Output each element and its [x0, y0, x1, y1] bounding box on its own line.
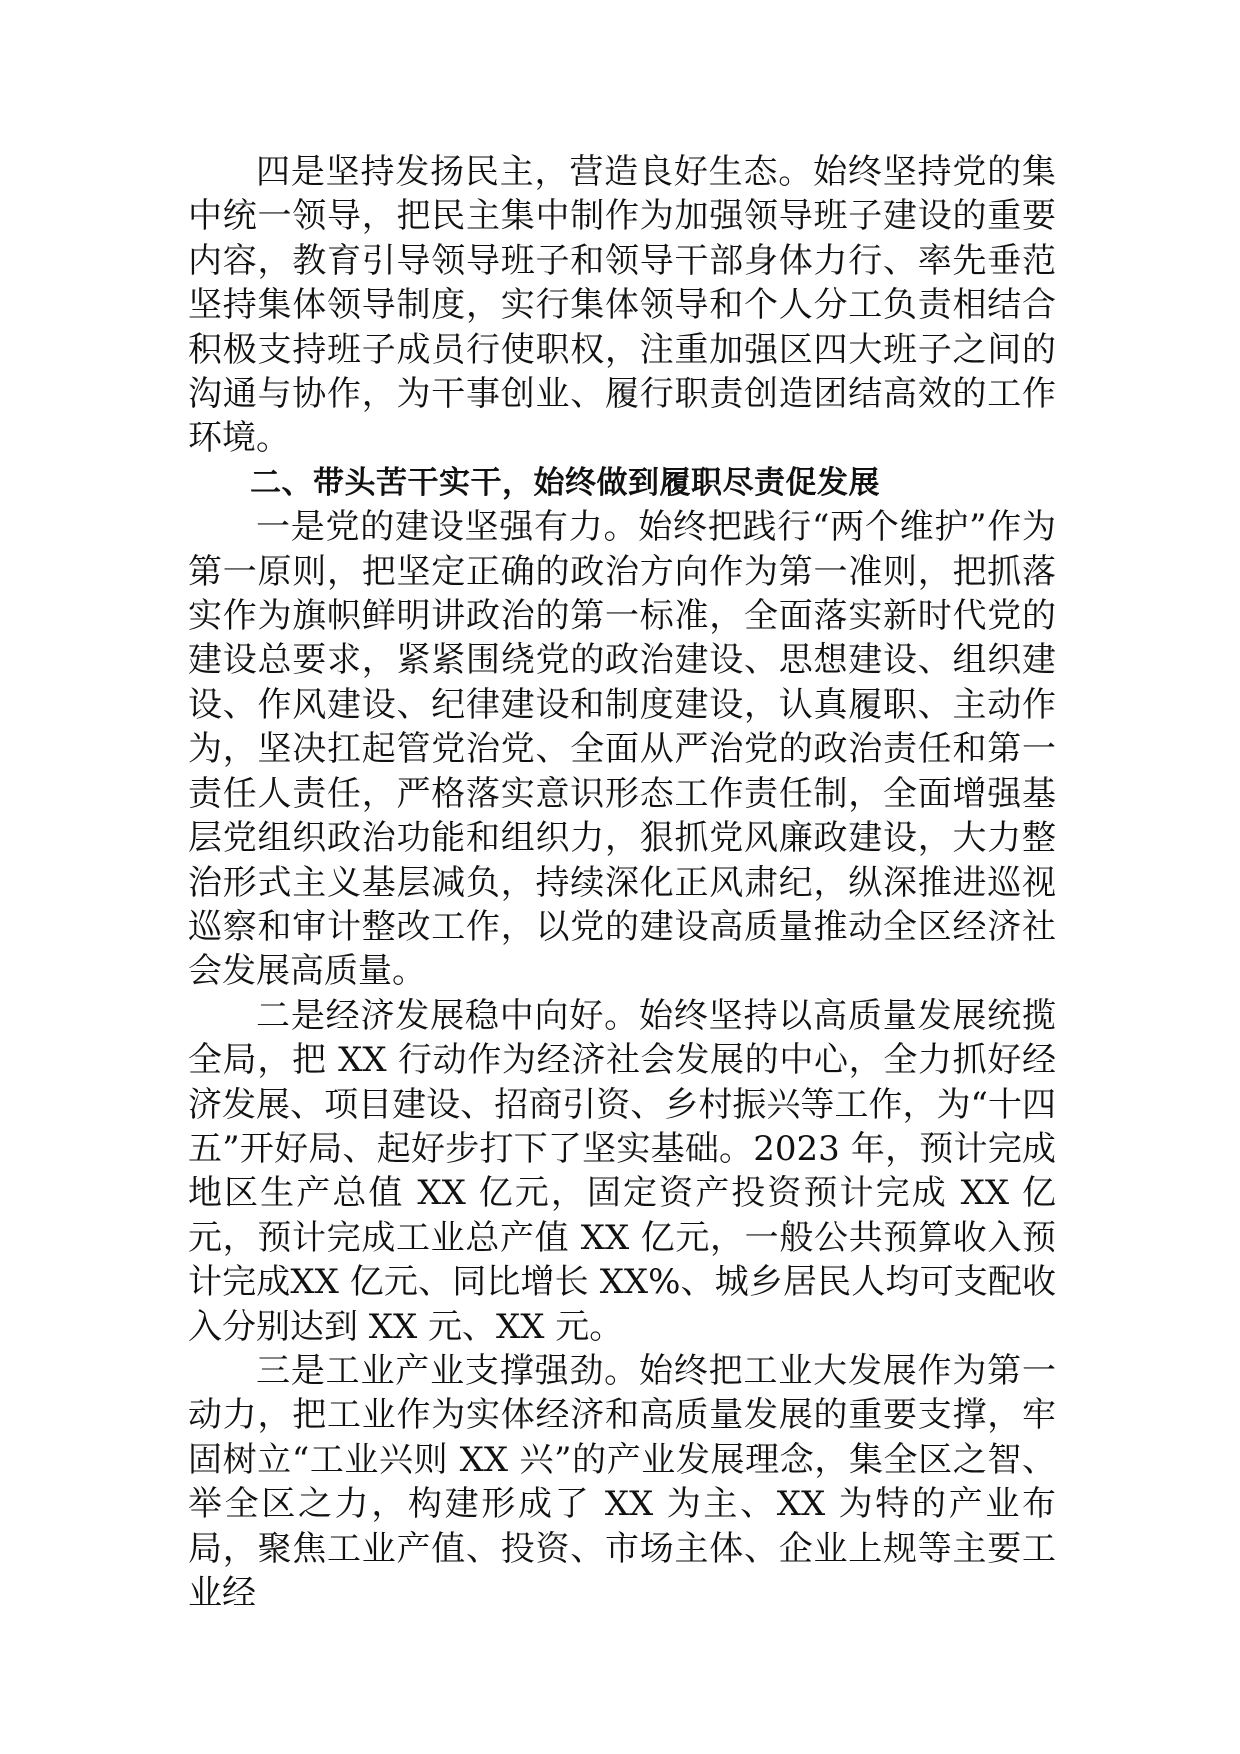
paragraph-industry-support: 三是工业产业支撑强劲。始终把工业大发展作为第一动力，把工业作为实体经济和高质量发展的重要支撑，牢固树立“工业兴则 XX 兴”的产业发展理念，集全区之智、举全区之力，构建形成了 XX 为主、XX 为特的产业布局，聚焦工业产值、投资、市场主体、企业上规等主要工业经 [188, 1350, 1056, 1613]
section-heading: 二、带头苦干实干，始终做到履职尽责促发展 [250, 464, 880, 501]
document-body [188, 150, 1056, 1615]
paragraph-democracy: 四是坚持发扬民主，营造良好生态。始终坚持党的集中统一领导，把民主集中制作为加强领导班子建设的重要内容，教育引导领导班子和领导干部身体力行、率先垂范坚持集体领导制度，实行集体领导和个人分工负责相结合积极支持班子成员行使职权，注重加强区四大班子之间的沟通与协作，为干事创业、履行职责创造团结高效的工作环境。 [188, 152, 1056, 459]
paragraph-party-building: 一是党的建设坚强有力。始终把践行“两个维护”作为第一原则，把坚定正确的政治方向作为第一准则，把抓落实作为旗帜鲜明讲政治的第一标准，全面落实新时代党的建设总要求，紧紧围绕党的政治建设、思想建设、组织建设、作风建设、纪律建设和制度建设，认真履职、主动作为，坚决扛起管党治党、全面从严治党的政治责任和第一责任人责任，严格落实意识形态工作责任制，全面增强基层党组织政治功能和组织力，狠抓党风廉政建设，大力整治形式主义基层减负，持续深化正风肃纪，纵深推进巡视巡察和审计整改工作，以党的建设高质量推动全区经济社会发展高质量。 [188, 507, 1056, 992]
paragraph-economic-development: 二是经济发展稳中向好。始终坚持以高质量发展统揽全局，把 XX 行动作为经济社会发展的中心，全力抓好经济发展、项目建设、招商引资、乡村振兴等工作，为“十四五”开好局、起好步打下了坚实基础。2023 年，预计完成地区生产总值 XX 亿元，固定资产投资预计完成 XX 亿元，预计完成工业总产值 XX 亿元，一般公共预算收入预计完成XX 亿元、同比增长 XX%、城乡居民人均可支配收入分别达到 XX 元、XX 元。 [188, 995, 1056, 1347]
